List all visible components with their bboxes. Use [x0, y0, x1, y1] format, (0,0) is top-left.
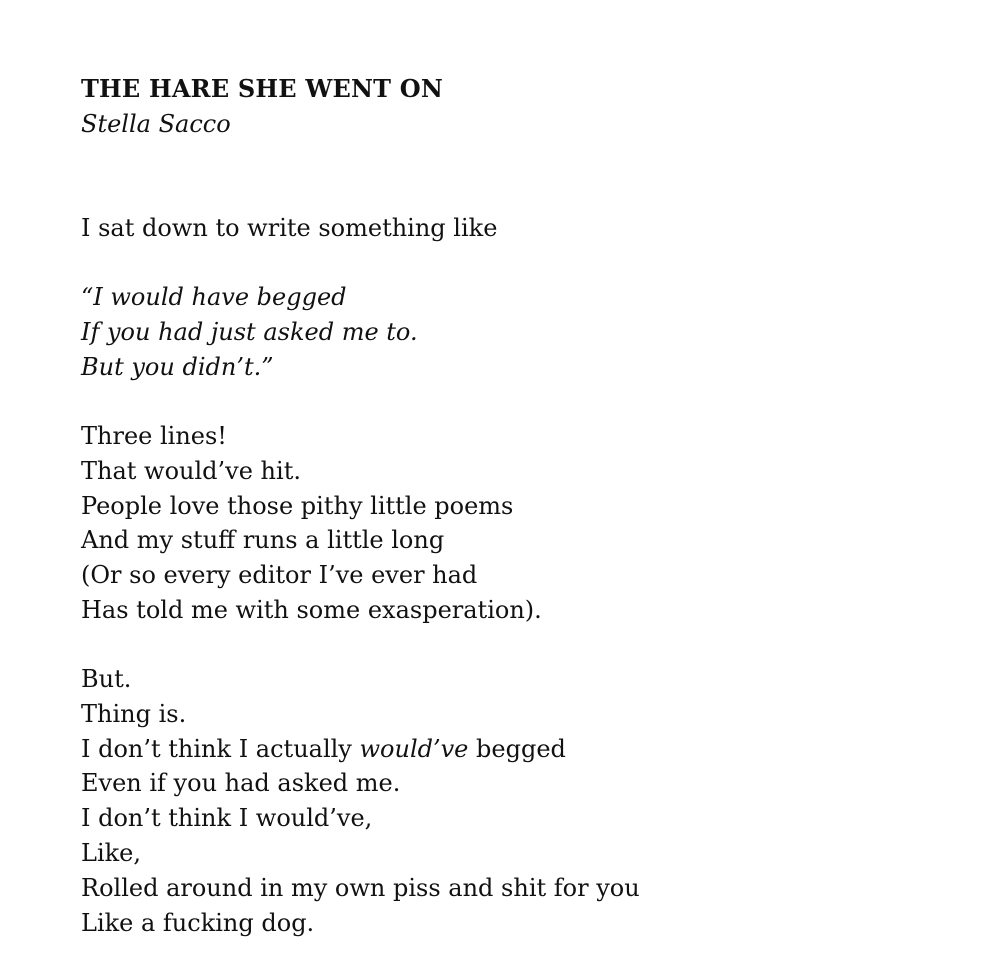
emphasized-word: would’ve [359, 734, 469, 763]
poem-line: Thing is. [81, 699, 187, 728]
poem-title: THE HARE SHE WENT ON [81, 74, 443, 103]
line-text: begged [468, 734, 566, 763]
poem-line: Even if you had asked me. [81, 769, 401, 798]
poem-line: Like a fucking dog. [81, 908, 315, 937]
poem-line-with-emphasis [81, 732, 640, 767]
poem-line: If you had just asked me to. [81, 317, 418, 346]
line-text: I don’t think I actually [81, 734, 360, 763]
poem-line: Three lines! [81, 422, 227, 450]
stanza-4 [81, 662, 640, 940]
poem-line: But. [81, 665, 132, 693]
poem-line: I don’t think I would’ve, [81, 804, 373, 833]
poem-line: And my stuff runs a little long [81, 526, 445, 555]
poem-line: I sat down to write something like [81, 214, 498, 242]
poem-line: (Or so every editor I’ve ever had [81, 561, 478, 590]
stanza-1 [81, 211, 497, 246]
poem-author: Stella Sacco [81, 110, 231, 138]
stanza-2 [81, 280, 418, 384]
poem-line: People love those pithy little poems [81, 491, 514, 520]
poem-line: Like, [81, 838, 141, 867]
poem-line: That would’ve hit. [81, 456, 301, 485]
poem-line: “I would have begged [81, 283, 347, 311]
poem-line: Rolled around in my own piss and shit for you [81, 873, 640, 902]
poem-line: Has told me with some exasperation). [81, 595, 542, 624]
poem-line: But you didn’t.” [81, 352, 274, 381]
stanza-3 [81, 419, 542, 628]
